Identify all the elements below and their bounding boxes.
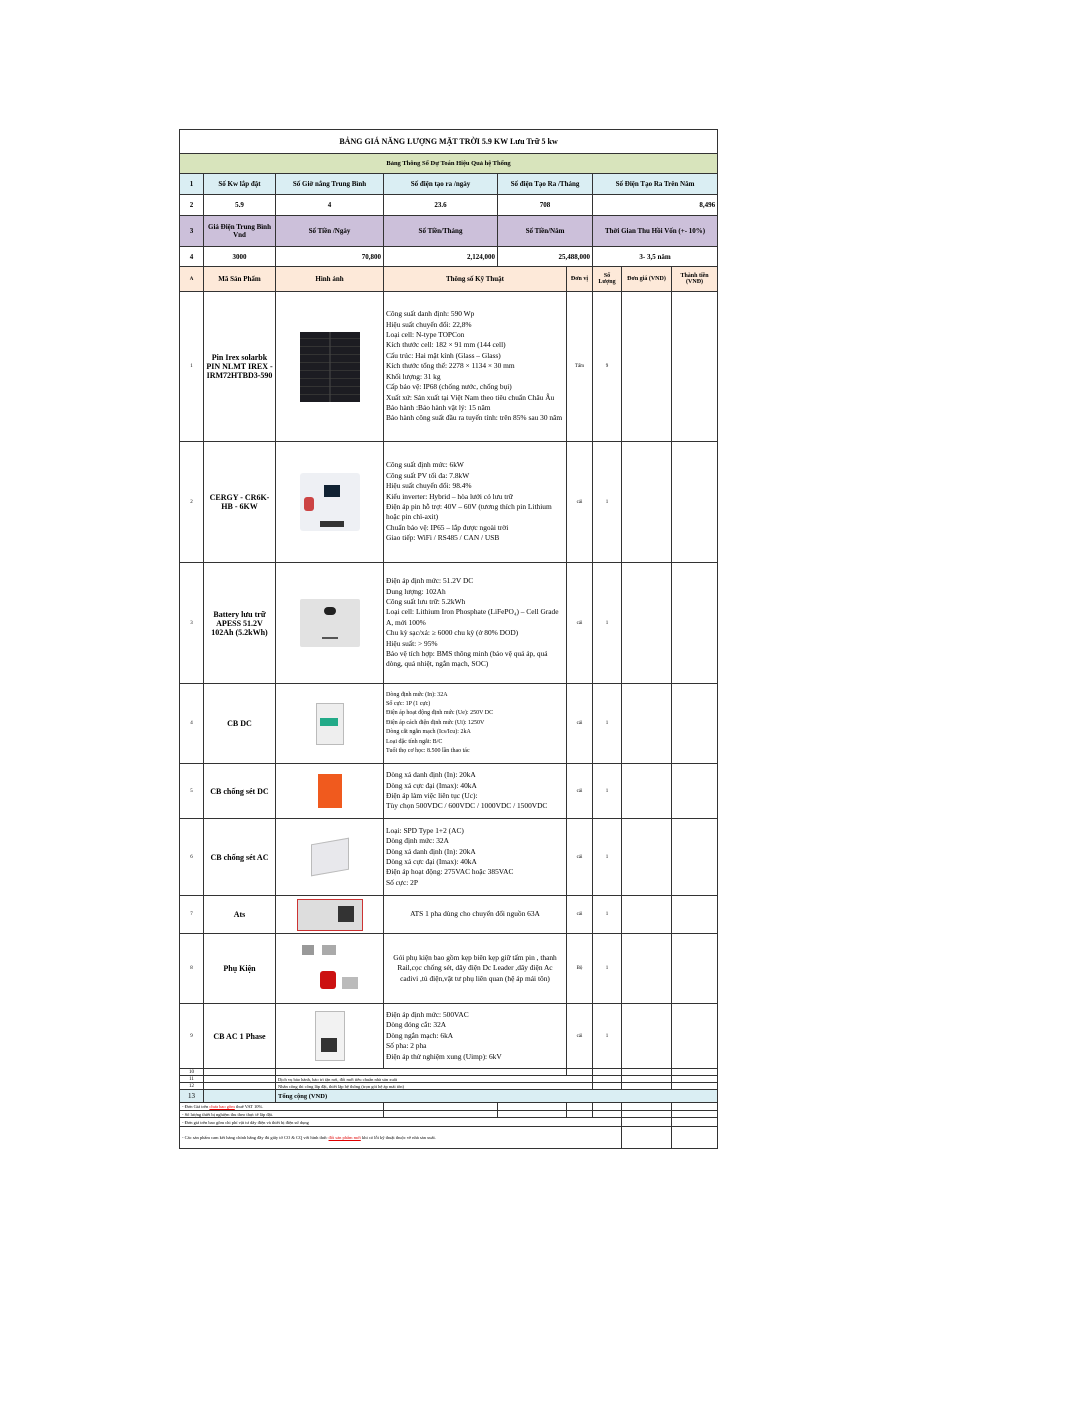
- page-title: BẢNG GIÁ NĂNG LƯỢNG MẶT TRỜI 5.9 KW Lưu Trữ 5 kw: [180, 130, 718, 154]
- note-quantity: - Số lượng thiết bị nghiệm thu theo thực tế lắp đặt.: [180, 1111, 384, 1118]
- summary-row-1: [180, 174, 718, 195]
- header-cell: Thành tiền (VNĐ): [672, 267, 718, 292]
- product-row: [180, 442, 718, 563]
- product-total: [672, 896, 718, 934]
- product-total: [672, 764, 718, 819]
- product-qty: 9: [593, 292, 622, 442]
- solar-panel-image: [276, 292, 384, 442]
- service-label: Dịch vụ bảo hành, bảo trì tận nơi, đổi mới tiêu chuẩn nhà sản xuất: [276, 1076, 593, 1083]
- summary-row-3: [180, 216, 718, 247]
- cell: Số Tiền /Ngày: [276, 216, 384, 247]
- cell: 23.6: [384, 195, 498, 216]
- cell: 25,488,000: [498, 247, 593, 267]
- product-rows: [180, 292, 718, 1069]
- row-number: 11: [180, 1076, 204, 1083]
- cell: Giá Điện Trung Bình Vnd: [204, 216, 276, 247]
- product-unit-price: [622, 292, 672, 442]
- product-unit: cái: [567, 1004, 593, 1069]
- product-unit-price: [622, 819, 672, 896]
- cell: 5.9: [204, 195, 276, 216]
- row-number: 9: [180, 1004, 204, 1069]
- header-cell: Mã Sản Phẩm: [204, 267, 276, 292]
- product-row: [180, 764, 718, 819]
- product-unit: cái: [567, 896, 593, 934]
- product-spec: Dòng định mức (In): 32A Số cực: 1P (1 cực) Điện áp hoạt động định mức (Ue): 250V DC Điện áp cách điện định mức (Ui): 1250V Dòng cắt ngắn mạch (Ics/Icu): 2kA Loại đặc tính ngắt: B/C Tuổi thọ cơ học: 8.500 lần thao tác: [384, 684, 567, 764]
- cell: Số Tiền/Tháng: [384, 216, 498, 247]
- row-number: 13: [180, 1090, 204, 1103]
- product-spec: Điện áp định mức: 51.2V DC Dung lượng: 102Ah Công suất lưu trữ: 5.2kWh Loại cell: Lithium Iron Phosphate (LiFePO₄) – Cell Grade A, mới 100% Chu kỳ sạc/xả: ≥ 6000 chu kỳ (ở 80% DOD) Hiệu suất: > 95% Bảo vệ tích hợp: BMS thông minh (bảo vệ quá áp, quá dòng, quá nhiệt, ngắn mạch, SOC): [384, 563, 567, 684]
- product-total: [672, 442, 718, 563]
- cell: Số Giờ nắng Trung Bình: [276, 174, 384, 195]
- row-number: 5: [180, 764, 204, 819]
- service-label: [276, 1069, 567, 1076]
- service-row: [180, 1076, 718, 1083]
- product-unit-price: [622, 1004, 672, 1069]
- product-row: [180, 1004, 718, 1069]
- row-number: 10: [180, 1069, 204, 1076]
- product-unit: Bộ: [567, 934, 593, 1004]
- row-number: 6: [180, 819, 204, 896]
- row-number: 12: [180, 1083, 204, 1090]
- row-number: 3: [180, 216, 204, 247]
- cell: 8,496: [593, 195, 718, 216]
- cell: 3000: [204, 247, 276, 267]
- product-total: [672, 934, 718, 1004]
- note-warranty: - Các sản phẩm cam kết hàng chính hãng đầy đủ giấy tờ CO & CQ với hình thức đổi sản phẩm mới khi có lỗi kỹ thuật thuộc về nhà sản xuất.: [180, 1127, 622, 1149]
- row-number: 2: [180, 442, 204, 563]
- product-qty: 1: [593, 764, 622, 819]
- cell: Số điện Tạo Ra /Tháng: [498, 174, 593, 195]
- product-qty: 1: [593, 896, 622, 934]
- accessories-image: [276, 934, 384, 1004]
- product-name: CB chống sét AC: [204, 819, 276, 896]
- dc-breaker-image: [276, 684, 384, 764]
- total-row: [180, 1090, 718, 1103]
- product-name: CERGY - CR6K-HB - 6KW: [204, 442, 276, 563]
- product-spec: Công suất định mức: 6kW Công suất PV tối đa: 7.8kW Hiệu suất chuyển đổi: 98.4% Kiểu inverter: Hybrid – hòa lưới có lưu trữ Điện áp pin hỗ trợ: 40V – 60V (tương thích pin Lithium hoặc pin chì-axit) Chuẩn bảo vệ: IP65 – lắp được ngoài trời Giao tiếp: WiFi / RS485 / CAN / USB: [384, 442, 567, 563]
- product-total: [672, 292, 718, 442]
- service-row: [180, 1083, 718, 1090]
- row-number: 2: [180, 195, 204, 216]
- header-cell: A: [180, 267, 204, 292]
- product-qty: 1: [593, 934, 622, 1004]
- cell: Thời Gian Thu Hồi Vốn (+- 10%): [593, 216, 718, 247]
- product-qty: 1: [593, 819, 622, 896]
- product-unit: cái: [567, 684, 593, 764]
- header-cell: Hình ảnh: [276, 267, 384, 292]
- cell: 2,124,000: [384, 247, 498, 267]
- cell: Số Điện Tạo Ra Trên Năm: [593, 174, 718, 195]
- product-spec: Gói phụ kiện bao gồm kẹp biên kẹp giữ tấm pin , thanh Rail,cọc chống sét, dây điện Dc Leader ,dây điện Ac cadivi ,tủ điện,vật tư phụ liên quan (hệ áp mái tôn): [384, 934, 567, 1004]
- product-unit: cái: [567, 819, 593, 896]
- cell: 4: [276, 195, 384, 216]
- service-label: Nhân công thi công lắp đặt, thiết lập hệ thống (trọn gói hệ áp mái tôn): [276, 1083, 593, 1090]
- product-total: [672, 563, 718, 684]
- total-label: Tổng cộng (VND): [276, 1090, 718, 1103]
- product-header-row: [180, 267, 718, 292]
- product-spec: Công suất danh định: 590 Wp Hiệu suất chuyển đổi: 22,8% Loại cell: N-type TOPCon Kích thước cell: 182 × 91 mm (144 cell) Cấu trúc: Hai mặt kính (Glass – Glass) Kích thước tổng thể: 2278 × 1134 × 30 mm Khối lượng: 31 kg Cấp bảo vệ: IP68 (chống nước, chống bụi) Xuất xứ: Sản xuất tại Việt Nam theo tiêu chuẩn Châu Âu Bảo hành :Bảo hành vật lý: 15 năm Bảo hành công suất đầu ra tuyến tính: trên 85% sau 30 năm: [384, 292, 567, 442]
- quotation-table: [179, 129, 718, 1149]
- product-unit-price: [622, 442, 672, 563]
- cell: 3- 3,5 năm: [593, 247, 718, 267]
- ats-image: [276, 896, 384, 934]
- product-spec: Điện áp định mức: 500VAC Dòng đóng cắt: 32A Dòng ngắn mạch: 6kA Số pha: 2 pha Điện áp thử nghiệm xung (Uimp): 6kV: [384, 1004, 567, 1069]
- product-unit: Tấm: [567, 292, 593, 442]
- header-cell: Số Lượng: [593, 267, 622, 292]
- product-unit-price: [622, 896, 672, 934]
- header-cell: Đơn giá (VND): [622, 267, 672, 292]
- row-number: 7: [180, 896, 204, 934]
- note-row: [180, 1103, 718, 1111]
- row-number: 1: [180, 292, 204, 442]
- product-qty: 1: [593, 1004, 622, 1069]
- note-row: [180, 1127, 718, 1149]
- cell: [204, 1090, 276, 1103]
- product-unit-price: [622, 684, 672, 764]
- product-total: [672, 684, 718, 764]
- note-price: - Đơn giá trên bao gồm chi phí vật tư dây điện và thiết bị điện sử dụng: [180, 1118, 622, 1127]
- row-number: 4: [180, 247, 204, 267]
- product-spec: ATS 1 pha dùng cho chuyển đổi nguồn 63A: [384, 896, 567, 934]
- product-unit: cái: [567, 764, 593, 819]
- product-unit: cái: [567, 442, 593, 563]
- row-number: 3: [180, 563, 204, 684]
- product-name: CB chống sét DC: [204, 764, 276, 819]
- product-name: CB DC: [204, 684, 276, 764]
- product-qty: 1: [593, 684, 622, 764]
- product-name: Ats: [204, 896, 276, 934]
- cell: Số Kw lắp đặt: [204, 174, 276, 195]
- row-number: 8: [180, 934, 204, 1004]
- summary-row-4: [180, 247, 718, 267]
- row-number: 1: [180, 174, 204, 195]
- product-row: [180, 896, 718, 934]
- extra-rows: [180, 1069, 718, 1090]
- product-row: [180, 292, 718, 442]
- product-total: [672, 1004, 718, 1069]
- row-number: 4: [180, 684, 204, 764]
- product-spec: Loại: SPD Type 1+2 (AC) Dòng định mức: 32A Dòng xả danh định (In): 20kA Dòng xả cực đại (Imax): 40kA Điện áp hoạt động: 275VAC hoặc 385VAC Số cực: 2P: [384, 819, 567, 896]
- product-name: Battery lưu trữ APESS 51.2V 102Ah (5.2kWh): [204, 563, 276, 684]
- product-unit-price: [622, 934, 672, 1004]
- product-total: [672, 819, 718, 896]
- product-name: Phụ Kiện: [204, 934, 276, 1004]
- cell: Số điện tạo ra /ngày: [384, 174, 498, 195]
- cell: 708: [498, 195, 593, 216]
- header-cell: Đơn vị: [567, 267, 593, 292]
- product-row: [180, 934, 718, 1004]
- note-vat: - Đơn Giá trên chưa bao gồm thuế VAT 10%.: [180, 1103, 384, 1111]
- product-unit: cái: [567, 563, 593, 684]
- product-name: Pin Irex solarbk PIN NLMT IREX - IRM72HTBD3-590: [204, 292, 276, 442]
- cell: Số Tiền/Năm: [498, 216, 593, 247]
- product-row: [180, 684, 718, 764]
- product-qty: 1: [593, 442, 622, 563]
- product-unit-price: [622, 764, 672, 819]
- inverter-image: [276, 442, 384, 563]
- ac-spd-image: [276, 819, 384, 896]
- product-unit-price: [622, 563, 672, 684]
- product-name: CB AC 1 Phase: [204, 1004, 276, 1069]
- product-qty: 1: [593, 563, 622, 684]
- dc-spd-image: [276, 764, 384, 819]
- note-row: [180, 1118, 718, 1127]
- battery-image: [276, 563, 384, 684]
- summary-row-2: [180, 195, 718, 216]
- product-row: [180, 819, 718, 896]
- product-row: [180, 563, 718, 684]
- cell: 70,800: [276, 247, 384, 267]
- header-cell: Thông số Kỹ Thuật: [384, 267, 567, 292]
- service-row: [180, 1069, 718, 1076]
- ac-breaker-image: [276, 1004, 384, 1069]
- subtitle: Bảng Thông Số Dự Toán Hiệu Quả hệ Thống: [180, 154, 718, 174]
- product-spec: Dòng xả danh định (In): 20kA Dòng xả cực đại (Imax): 40kA Điện áp làm việc liên tục (Uc): Tùy chọn 500VDC / 600VDC / 1000VDC / 1500VDC: [384, 764, 567, 819]
- note-row: [180, 1111, 718, 1118]
